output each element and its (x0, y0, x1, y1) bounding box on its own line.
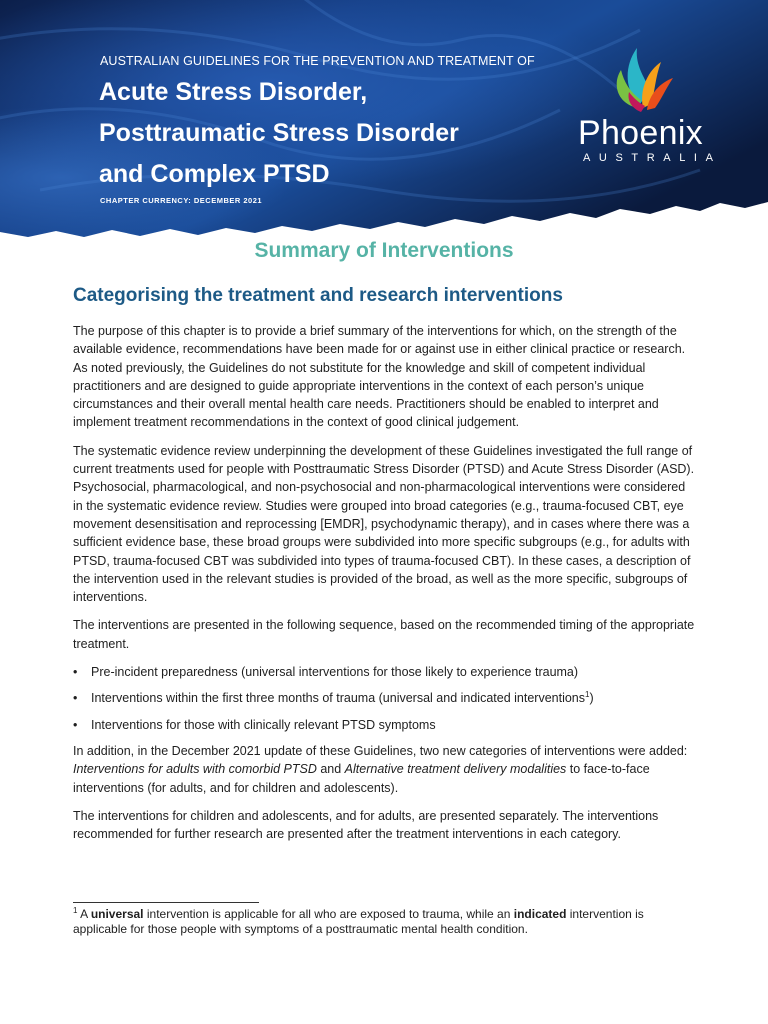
chapter-currency: CHAPTER CURRENCY: DECEMBER 2021 (100, 196, 263, 205)
bullet-icon: • (73, 717, 78, 732)
document-title (99, 72, 459, 195)
footnote-divider (73, 902, 259, 903)
emphasis-comorbid: Interventions for adults with comorbid PTSD (73, 762, 317, 777)
emphasis-delivery-modalities: Alternative treatment delivery modalities (344, 762, 567, 777)
paragraph-evidence-review: The systematic evidence review underpinning the development of these Guidelines investigated the full range of current treatments used for people with Posttraumatic Stress Disorder (PTSD) and Acute Stress Disorder (ASD). Psychosocial, pharmacological, and non-psychosocial and non-pharmacological interventions were considered in the systematic evidence review. Studies were grouped into broad categories (e.g., trauma-focused CBT, eye movement desensitisation and reprocessing [EMDR], psychodynamic therapy), and in cases where there was a sufficient evidence base, these broad groups were subdivided into more specific subgroups (e.g., for adults with PTSD, trauma-focused CBT was subdivided into types of trauma-focused CBT). In these cases, a description of the intervention used in the relevant studies is provided of the broad, as well as the more specific, subgroups of interventions. (73, 443, 695, 605)
text-run: and (316, 762, 345, 777)
bullet-icon: • (73, 691, 78, 706)
list-item-text-tail: ) (589, 691, 594, 706)
title-line-2: Posttraumatic Stress Disorder (99, 119, 459, 147)
text-run: intervention is applicable for those people with symptoms of a posttraumatic mental health condition. (73, 907, 644, 936)
header-banner (0, 0, 768, 240)
title-line-3: and Complex PTSD (99, 160, 330, 188)
logo-subtitle: AUSTRALIA (583, 152, 722, 164)
bullet-icon: • (73, 665, 78, 680)
body-content (73, 322, 695, 853)
text-run: to face-to-face interventions (for adults, and for children and adolescents). (73, 762, 650, 795)
text-run: A (77, 907, 91, 921)
footnote-reference[interactable]: 1 (585, 690, 590, 700)
paragraph-presentation: The interventions for children and adolescents, and for adults, are presented separately. The interventions recommended for further research are presented after the treatment interventions in each category. (73, 808, 659, 842)
list-item-text: Interventions for those with clinically relevant PTSD symptoms (91, 717, 436, 732)
list-item-text: Interventions within the first three months of trauma (universal and indicated interventions (91, 691, 586, 706)
bold-universal: universal (90, 907, 144, 921)
list-item (73, 689, 695, 707)
page-title: Summary of Interventions (254, 239, 514, 262)
footnote-number: 1 (73, 906, 78, 915)
footnote (73, 907, 698, 937)
paragraph-purpose: The purpose of this chapter is to provide a brief summary of the interventions for which, on the strength of the available evidence, recommendations have been made for or against use in either clinical practice or research. As noted previously, the Guidelines do not substitute for the knowledge and skill of competent individual practitioners and are designed to guide appropriate interventions in the context of each person’s unique circumstances and their overall mental health care needs. Practitioners should be enabled to interpret and implement treatment recommendations in the context of good clinical judgement. (73, 324, 686, 430)
intervention-sequence-list (73, 663, 695, 734)
list-item-text: Pre-incident preparedness (universal interventions for those likely to experience trauma) (91, 665, 579, 680)
bold-indicated: indicated (513, 907, 567, 921)
text-run: In addition, in the December 2021 update of these Guidelines, two new categories of interventions were added: (73, 743, 688, 758)
section-heading: Categorising the treatment and research interventions (73, 285, 563, 306)
list-item (73, 663, 695, 681)
title-line-1: Acute Stress Disorder, (99, 78, 368, 106)
logo-wordmark: Phoenix (578, 114, 703, 152)
text-run: intervention is applicable for all who are exposed to trauma, while an (143, 907, 514, 921)
guidelines-supertitle: AUSTRALIAN GUIDELINES FOR THE PREVENTION AND TREATMENT OF (100, 54, 535, 68)
paragraph-new-categories (73, 742, 695, 797)
paragraph-sequence: The interventions are presented in the following sequence, based on the recommended timing of the appropriate treatment. (73, 618, 695, 651)
list-item (73, 716, 695, 734)
